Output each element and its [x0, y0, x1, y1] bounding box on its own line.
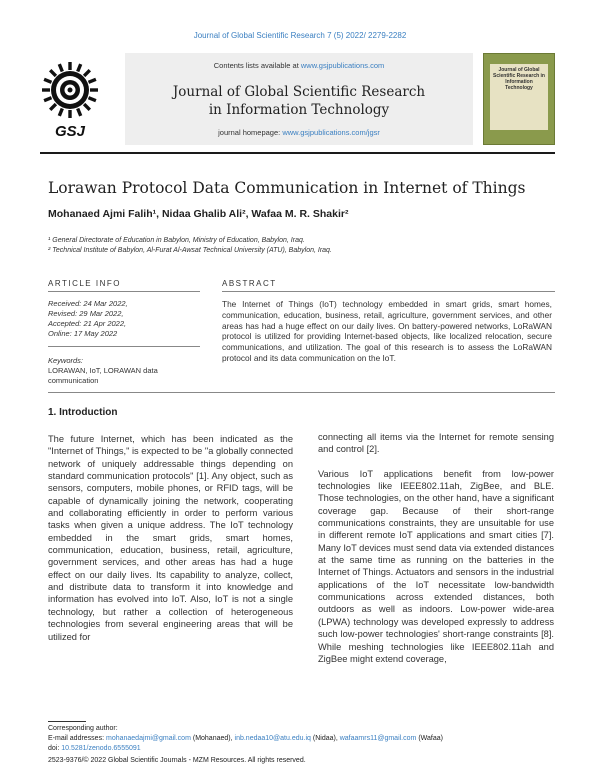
keywords: LORAWAN, IoT, LORAWAN data communication [48, 366, 158, 385]
email-link-2[interactable]: inb.nedaa10@atu.edu.iq [234, 735, 311, 742]
doi-label: doi: [48, 745, 60, 752]
email-name-2: (Nidaa), [312, 735, 338, 742]
article-info-heading: ARTICLE INFO [48, 279, 121, 288]
journal-title-line2: in Information Technology [208, 102, 390, 118]
abstract-bottom-rule [48, 392, 555, 393]
keywords-label: Keywords: [48, 356, 84, 365]
article-title: Lorawan Protocol Data Communication in Internet of Things [48, 179, 526, 197]
journal-reference: Journal of Global Scientific Research 7 (5) 2022/ 2279-2282 [193, 31, 407, 40]
journal-title [125, 83, 473, 119]
article-dates [48, 299, 128, 339]
date-revised: Revised: 29 Mar 2022, [48, 309, 124, 318]
footnote-rule [48, 721, 86, 722]
introduction-heading: 1. Introduction [48, 407, 118, 418]
journal-cover-image [483, 53, 555, 145]
gsj-logo-text: GSJ [54, 123, 86, 140]
journal-masthead [125, 53, 473, 145]
email-link-3[interactable]: wafaamrs11@gmail.com [339, 735, 417, 742]
email-label: E-mail addresses: [48, 735, 105, 742]
email-name-1: (Mohanaed), [192, 735, 233, 742]
article-info-rule [48, 291, 200, 292]
abstract-text: The Internet of Things (IoT) technology embedded in smart grids, smart homes, communication, education, business, retail, agriculture, government services, and other areas has had a huge effect on our daily lives. On battery-powered networks, LoRaWAN protocol is utilized for providing Internet-based objects, like localized relocation, secure communications, and utilization. The goal of this research is to assess the LoRaWAN protocol and its data communication on the IoT. [222, 299, 552, 363]
journal-title-line1: Journal of Global Scientific Research [172, 84, 426, 100]
abstract-rule [222, 291, 555, 292]
intro-paragraph-3: Various IoT applications benefit from low-power technologies like IEEE802.11ah, ZigBee, and BLE. Those technologies, on the other hand, have a significant coverage gap. Because of their short-range communications constraints, they are unsuitable for use in different remote IoT applications and smart cities [7]. Many IoT devices must send data via extended distances at the same time as running on the batteries in the Internet of Things. Actuators and sensors in the industrial applications of the IoT necessitate low-bandwidth communications across extended distances, both outdoors as well as indoors. Low-power wide-area (LPWA) technology was developed expressly to address such low-power technologies' short-range constraints [8]. While meshing technologies like IEEE802.11ah and ZigBee might extend coverage, [318, 468, 554, 664]
homepage-link[interactable]: www.gsjpublications.com/jgsr [282, 128, 380, 137]
contents-link[interactable]: www.gsjpublications.com [300, 61, 385, 70]
dates-rule [48, 346, 200, 347]
contents-line [125, 61, 473, 70]
intro-column-left [48, 433, 293, 643]
email-name-3: (Wafaa) [418, 735, 443, 742]
affiliation-1: ¹ General Directorate of Education in Babylon, Ministry of Education, Babylon, Iraq. [48, 237, 305, 244]
email-link-1[interactable]: mohanaedajmi@gmail.com [105, 735, 191, 742]
date-online: Online: 17 May 2022 [48, 329, 118, 338]
intro-paragraph-1: The future Internet, which has been indicated as the "Internet of Things," is expected to be "a globally connected network of uniquely addressable things depending on standard communication protocols" [1]. Any object, such as sensors, computers, mobile phones, or RFID tags, will be capable of dynamically joining the network, cooperating and collaborating efficiently in order to perform various tasks when given a unique address. The IoT technology embedded in the smart grids, smart homes, communication, education, business, retail, agriculture, government services, and other areas has had a huge effect on our daily lives. Its capability to analyze, collect, and distribute data to transform it into knowledge and information has evolved into IoT. Also, IoT is not a single technology, but rather a collection of heterogeneous technologies from several engineering areas that will be utilized for [48, 434, 293, 642]
homepage-line [125, 128, 473, 137]
homepage-prefix: journal homepage: [218, 128, 281, 137]
intro-paragraph-2: connecting all items via the Internet for remote sensing and control [2]. [318, 432, 554, 455]
doi-link[interactable]: 10.5281/zenodo.6555091 [61, 745, 141, 752]
contents-prefix: Contents lists available at [213, 61, 299, 70]
copyright: 2523-9376/© 2022 Global Scientific Journals - MZM Resources. All rights reserved. [48, 757, 306, 764]
gsj-logo-icon [40, 60, 100, 140]
date-accepted: Accepted: 21 Apr 2022, [48, 319, 127, 328]
doi-line [48, 745, 141, 752]
cover-panel [490, 64, 548, 130]
article-authors: Mohanaed Ajmi Falih¹, Nidaa Ghalib Ali², Wafaa M. R. Shakir² [48, 208, 349, 220]
header-rule [40, 152, 555, 154]
date-received: Received: 24 Mar 2022, [48, 299, 128, 308]
intro-column-right [318, 431, 554, 665]
email-addresses [48, 735, 443, 742]
affiliation-2: ² Technical Institute of Babylon, Al-Furat Al-Awsat Technical University (ATU), Babylon, Iraq. [48, 247, 332, 254]
cover-title: Journal of Global Scientific Research in Information Technology [493, 67, 545, 91]
corresponding-author: Corresponding author: [48, 725, 118, 732]
abstract-heading: ABSTRACT [222, 279, 277, 288]
